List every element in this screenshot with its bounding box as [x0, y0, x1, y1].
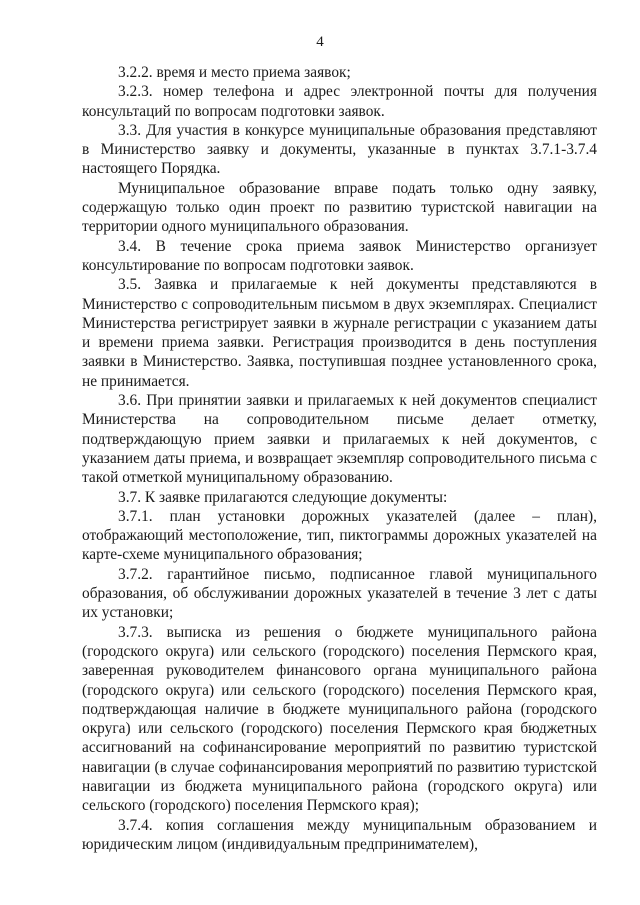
page-number: 4 — [316, 34, 324, 50]
paragraph-3-7-3: 3.7.3. выписка из решения о бюджете муниципального района (городского округа) или сельского (городского) поселения Пермского края, заверенная руководителем финансового органа муниципального района (городского округа) или сельского (городского) поселения Пермского края, подтверждающая наличие в бюджете муниципального района (городского округа) или сельского (городского) поселения Пермского края бюджетных ассигнований на софинансирование мероприятий по развитию туристской навигации (в случае софинансирования мероприятий по развитию туристской навигации из бюджета муниципального района (городского округа) или сельского (городского) поселения Пермского края); — [82, 623, 597, 815]
document-body — [82, 63, 597, 854]
paragraph-3-6: 3.6. При принятии заявки и прилагаемых к ней документов специалист Министерства на сопроводительном письме делает отметку, подтверждающую прием заявки и прилагаемых к ней документов, с указанием даты приема, и возвращает экземпляр сопроводительного письма с такой отметкой муниципальному образованию. — [82, 392, 597, 487]
paragraph-3-5: 3.5. Заявка и прилагаемые к ней документы представляются в Министерство с сопроводительным письмом в двух экземплярах. Специалист Министерства регистрирует заявки в журнале регистрации с указанием даты и времени приема заявки. Регистрация производится в день поступления заявки в Министерство. Заявка, поступившая позднее установленного срока, не принимается. — [82, 276, 597, 390]
paragraph-single-application: Муниципальное образование вправе подать только одну заявку, содержащую только один проект по развитию туристской навигации на территории одного муниципального образования. — [82, 179, 597, 236]
paragraph-3-4: 3.4. В течение срока приема заявок Министерство организует консультирование по вопросам подготовки заявок. — [82, 237, 597, 274]
paragraph-3-7-1: 3.7.1. план установки дорожных указателей (далее – план), отображающий местоположение, тип, пиктограммы дорожных указателей на карте-схеме муниципального образования; — [82, 507, 597, 564]
paragraph-3-7: 3.7. К заявке прилагаются следующие документы: — [118, 488, 448, 506]
paragraph-3-3: 3.3. Для участия в конкурсе муниципальные образования представляют в Министерство заявку и документы, указанные в пунктах 3.7.1-3.7.4 настоящего Порядка. — [82, 121, 597, 178]
paragraph-3-2-3: 3.2.3. номер телефона и адрес электронной почты для получения консультаций по вопросам подготовки заявок. — [82, 83, 597, 120]
paragraph-3-2-2: 3.2.2. время и место приема заявок; — [118, 64, 351, 81]
paragraph-3-7-2: 3.7.2. гарантийное письмо, подписанное главой муниципального образования, об обслуживании дорожных указателей в течение 3 лет с даты их установки; — [82, 565, 597, 622]
paragraph-3-7-4: 3.7.4. копия соглашения между муниципальным образованием и юридическим лицом (индивидуальным предпринимателем), — [82, 816, 597, 853]
